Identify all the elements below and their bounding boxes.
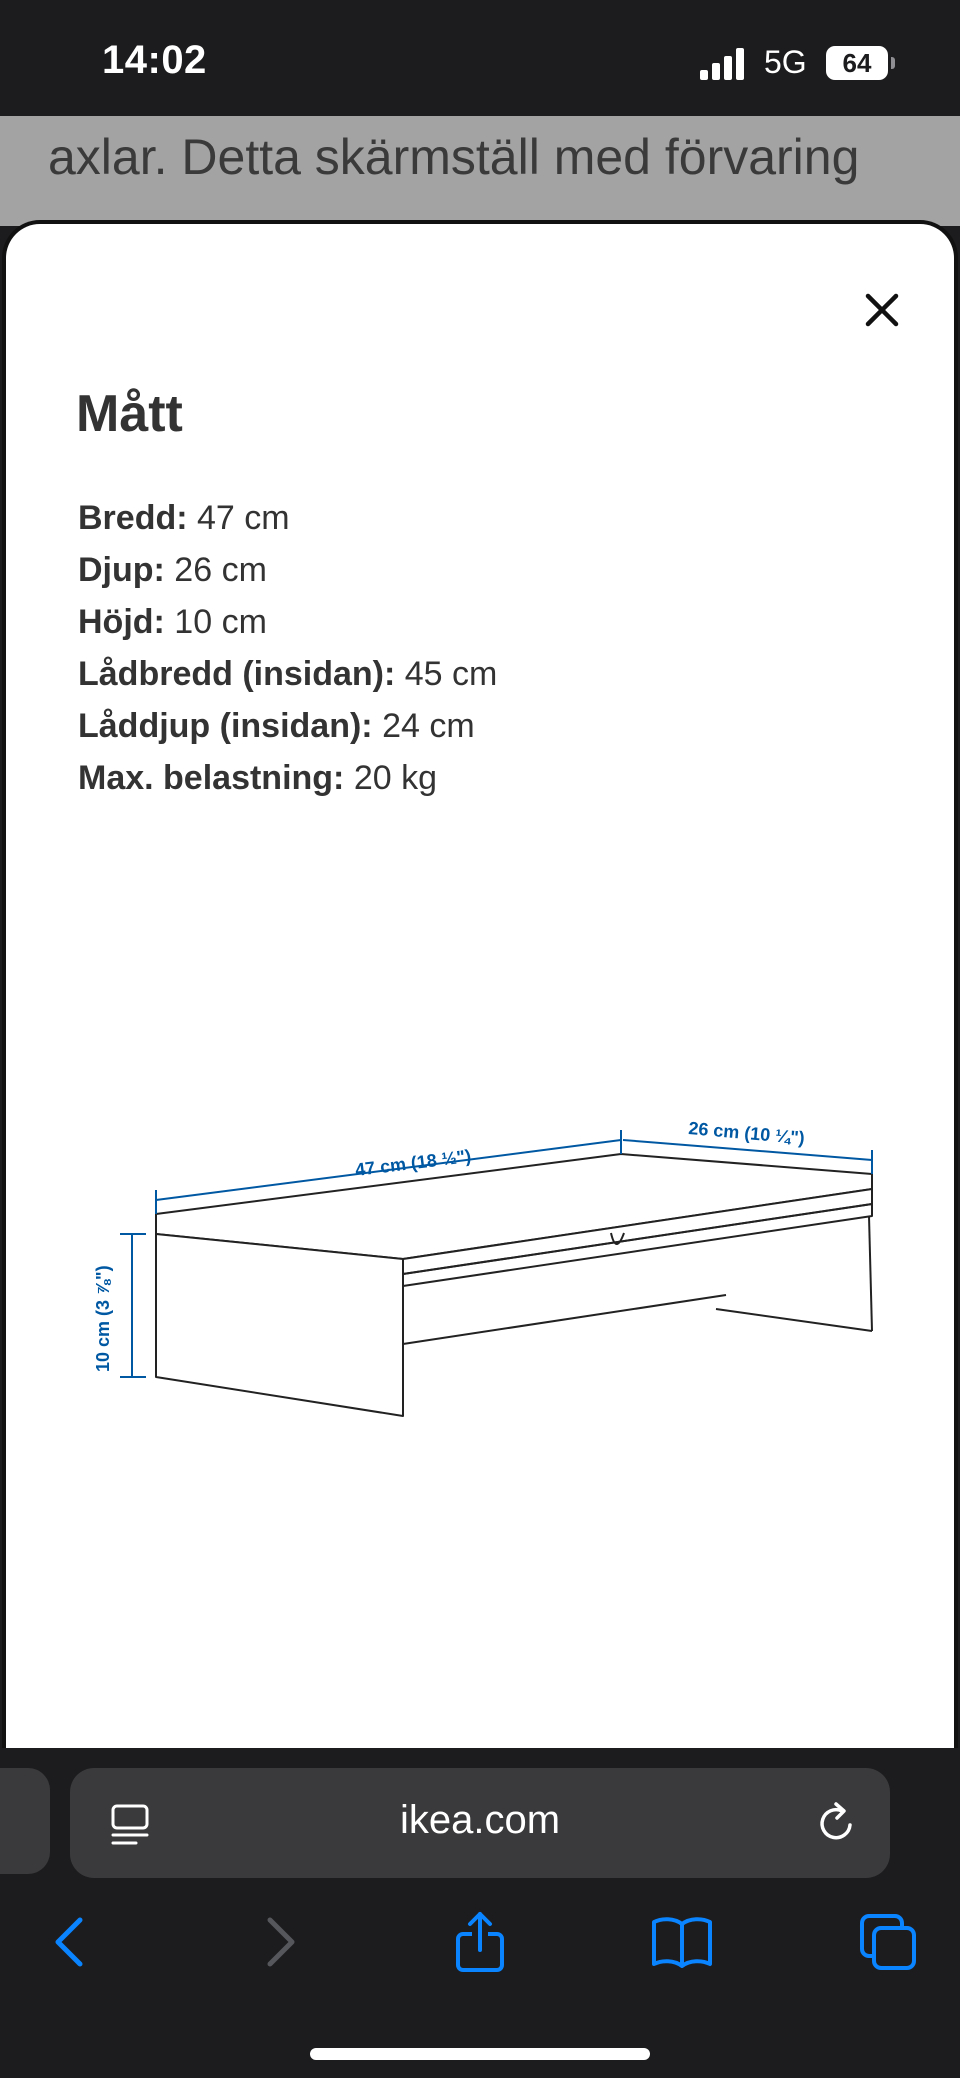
reload-icon[interactable] <box>812 1798 862 1848</box>
tabs-icon[interactable] <box>856 1910 920 1974</box>
depth-dimension-label: 26 cm (10 ¼") <box>687 1118 806 1149</box>
spec-label: Lådbredd (insidan): <box>78 655 396 693</box>
close-icon[interactable] <box>856 284 908 336</box>
sheet-title: Mått <box>76 385 183 443</box>
home-indicator <box>310 2048 650 2060</box>
spec-row <box>78 596 497 648</box>
spec-list <box>78 492 497 804</box>
monitor-stand-outline <box>156 1154 872 1416</box>
spec-value: 45 cm <box>395 655 498 693</box>
spec-row <box>78 752 497 804</box>
browser-toolbar <box>0 1878 960 2078</box>
battery-tip <box>891 57 895 69</box>
background-text: axlar. Detta skärmställ med förvaring <box>48 129 860 185</box>
spec-label: Djup: <box>78 551 165 589</box>
previous-tab-preview[interactable] <box>0 1768 50 1874</box>
spec-value: 24 cm <box>372 707 475 745</box>
status-bar <box>0 0 960 116</box>
spec-row <box>78 648 497 700</box>
spec-label: Bredd: <box>78 499 188 537</box>
spec-row <box>78 700 497 752</box>
signal-icon <box>700 48 748 80</box>
spec-label: Max. belastning: <box>78 759 345 797</box>
back-icon[interactable] <box>40 1910 104 1974</box>
share-icon[interactable] <box>448 1910 512 1974</box>
address-bar[interactable] <box>70 1768 890 1878</box>
spec-value: 20 kg <box>344 759 437 797</box>
spec-row <box>78 492 497 544</box>
spec-value: 10 cm <box>164 603 267 641</box>
dimension-drawing <box>76 1094 896 1434</box>
spec-label: Låddjup (insidan): <box>78 707 373 745</box>
address-domain: ikea.com <box>399 1798 561 1842</box>
width-dimension-label: 47 cm (18 ½") <box>354 1145 473 1180</box>
forward-icon[interactable] <box>246 1910 310 1974</box>
spec-row <box>78 544 497 596</box>
address-area <box>0 1748 960 1878</box>
dimensions-sheet <box>2 220 958 1780</box>
spec-label: Höjd: <box>78 603 165 641</box>
spec-value: 47 cm <box>187 499 290 537</box>
status-time: 14:02 <box>102 38 207 82</box>
spec-value: 26 cm <box>164 551 267 589</box>
battery-icon: 64 <box>826 46 888 80</box>
network-label: 5G <box>764 44 807 80</box>
height-dimension-label: 10 cm (3 ⅞") <box>93 1265 113 1372</box>
bookmarks-icon[interactable] <box>650 1910 714 1974</box>
background-page <box>0 116 960 226</box>
